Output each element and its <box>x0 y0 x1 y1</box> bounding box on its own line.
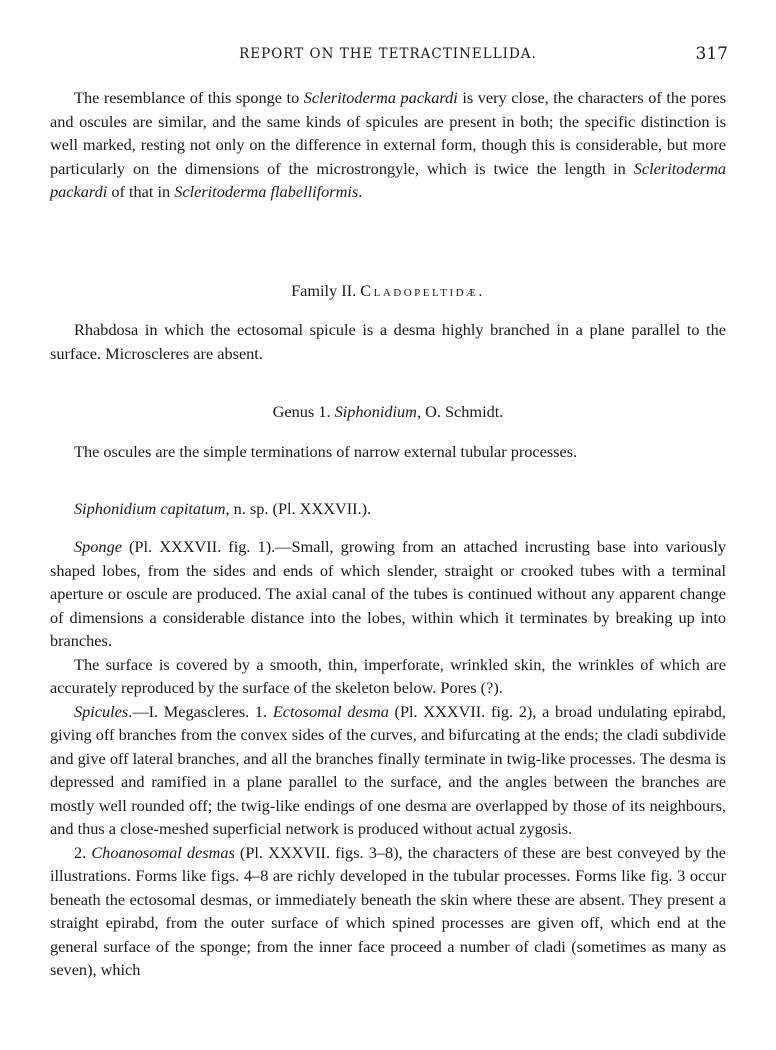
text-run: .—I. Megascleres. 1. <box>128 701 273 721</box>
term-name: Choanosomal desmas <box>91 842 235 862</box>
term-name: Ectosomal desma <box>272 701 389 721</box>
genus-name: Siphonidium <box>334 402 417 421</box>
spicules-paragraph <box>50 700 726 841</box>
genus-heading-suffix: , O. Schmidt. <box>416 402 504 421</box>
resemblance-paragraph <box>50 86 726 204</box>
text-run: (Pl. XXXVII. fig. 2), a broad undulating epirabd, giving off branches from the convex sides of the curves, and bifurcating at the ends; the cladi subdivide and give off lateral branches, and all the branches finally terminate in twig-like processes. The desma is depressed and ramified in a plane parallel to the surface, and the angles between the branches are mostly well rounded off; the twig-like endings of one desma are overlapped by those of its neighbours, and thus a close-meshed superficial network is produced without actual zygosis. <box>50 701 727 838</box>
species-heading <box>50 497 726 521</box>
family-heading-prefix: Family II. <box>291 281 361 300</box>
section-label: Sponge <box>74 537 122 556</box>
sponge-paragraph <box>50 535 726 653</box>
family-description <box>50 318 726 365</box>
text-run: 2. <box>74 842 92 862</box>
text-run: (Pl. XXXVII. fig. 1).—Small, growing from an attached incrusting base into variously shaped lobes, from the sides and ends of which slender, straight or crooked tubes with a terminal aperture or oscule are produced. The axial canal of the tubes is continued without any apparent change of dimensions a considerable distance into the lobes, within which it terminates by breaking up into branches. <box>50 537 726 650</box>
choanosomal-paragraph <box>50 841 726 982</box>
genus-heading <box>0 402 776 422</box>
paragraph-text <box>50 86 726 204</box>
text-run: (Pl. XXXVII. figs. 3–8), the characters of these are best conveyed by the illustrations. Forms like figs. 4–8 are richly developed in the tubular processes. Forms like fig. 3 occur beneath the ectosomal desmas, or immediately beneath the skin where these are absent. They present a straight epirabd, from the outer surface of which spined processes are given off, which end at the general surface of the sponge; from the inner face proceed a number of cladi (sometimes as many as seven), which <box>50 842 726 979</box>
description-section <box>50 535 726 982</box>
text-run: is very close, the characters of the pores and oscules are similar, and the same kinds of spicules are present in both; the specific distinction is well marked, resting not only on the difference in external form, though this is considerable, but more particularly on the dimensions of the microstrongyle, which is twice the length in <box>50 88 727 178</box>
species-heading-line <box>50 497 726 521</box>
genus-description <box>50 440 726 464</box>
text-run: The resemblance of this sponge to <box>74 88 304 107</box>
section-label: Spicules <box>74 701 129 721</box>
surface-paragraph: The surface is covered by a smooth, thin, imperforate, wrinkled skin, the wrinkles of which are accurately reproduced by the surface of the skeleton below. Pores (?). <box>50 654 726 697</box>
genus-heading-prefix: Genus 1. <box>272 402 335 421</box>
family-heading <box>0 281 776 301</box>
species-name: Siphonidium capitatum <box>74 499 226 518</box>
running-title: REPORT ON THE TETRACTINELLIDA. <box>239 46 537 62</box>
species-heading-suffix: , n. sp. (Pl. XXXVII.). <box>225 499 372 518</box>
species-name: Scleritoderma packardi <box>303 88 458 107</box>
text-run: of that in <box>107 182 175 201</box>
species-name: Scleritoderma packardi <box>50 158 726 201</box>
page-number: 317 <box>695 44 728 64</box>
paragraph-text: The oscules are the simple terminations of narrow external tubular processes. <box>74 442 578 461</box>
family-heading-name: Cladopeltidæ. <box>360 281 485 300</box>
species-name: Scleritoderma flabelliformis <box>174 182 359 201</box>
running-head <box>0 44 776 68</box>
text-run: . <box>358 182 363 201</box>
paragraph-text: Rhabdosa in which the ectosomal spicule is a desma highly branched in a plane parallel to the surface. Microscleres are absent. <box>50 320 726 363</box>
